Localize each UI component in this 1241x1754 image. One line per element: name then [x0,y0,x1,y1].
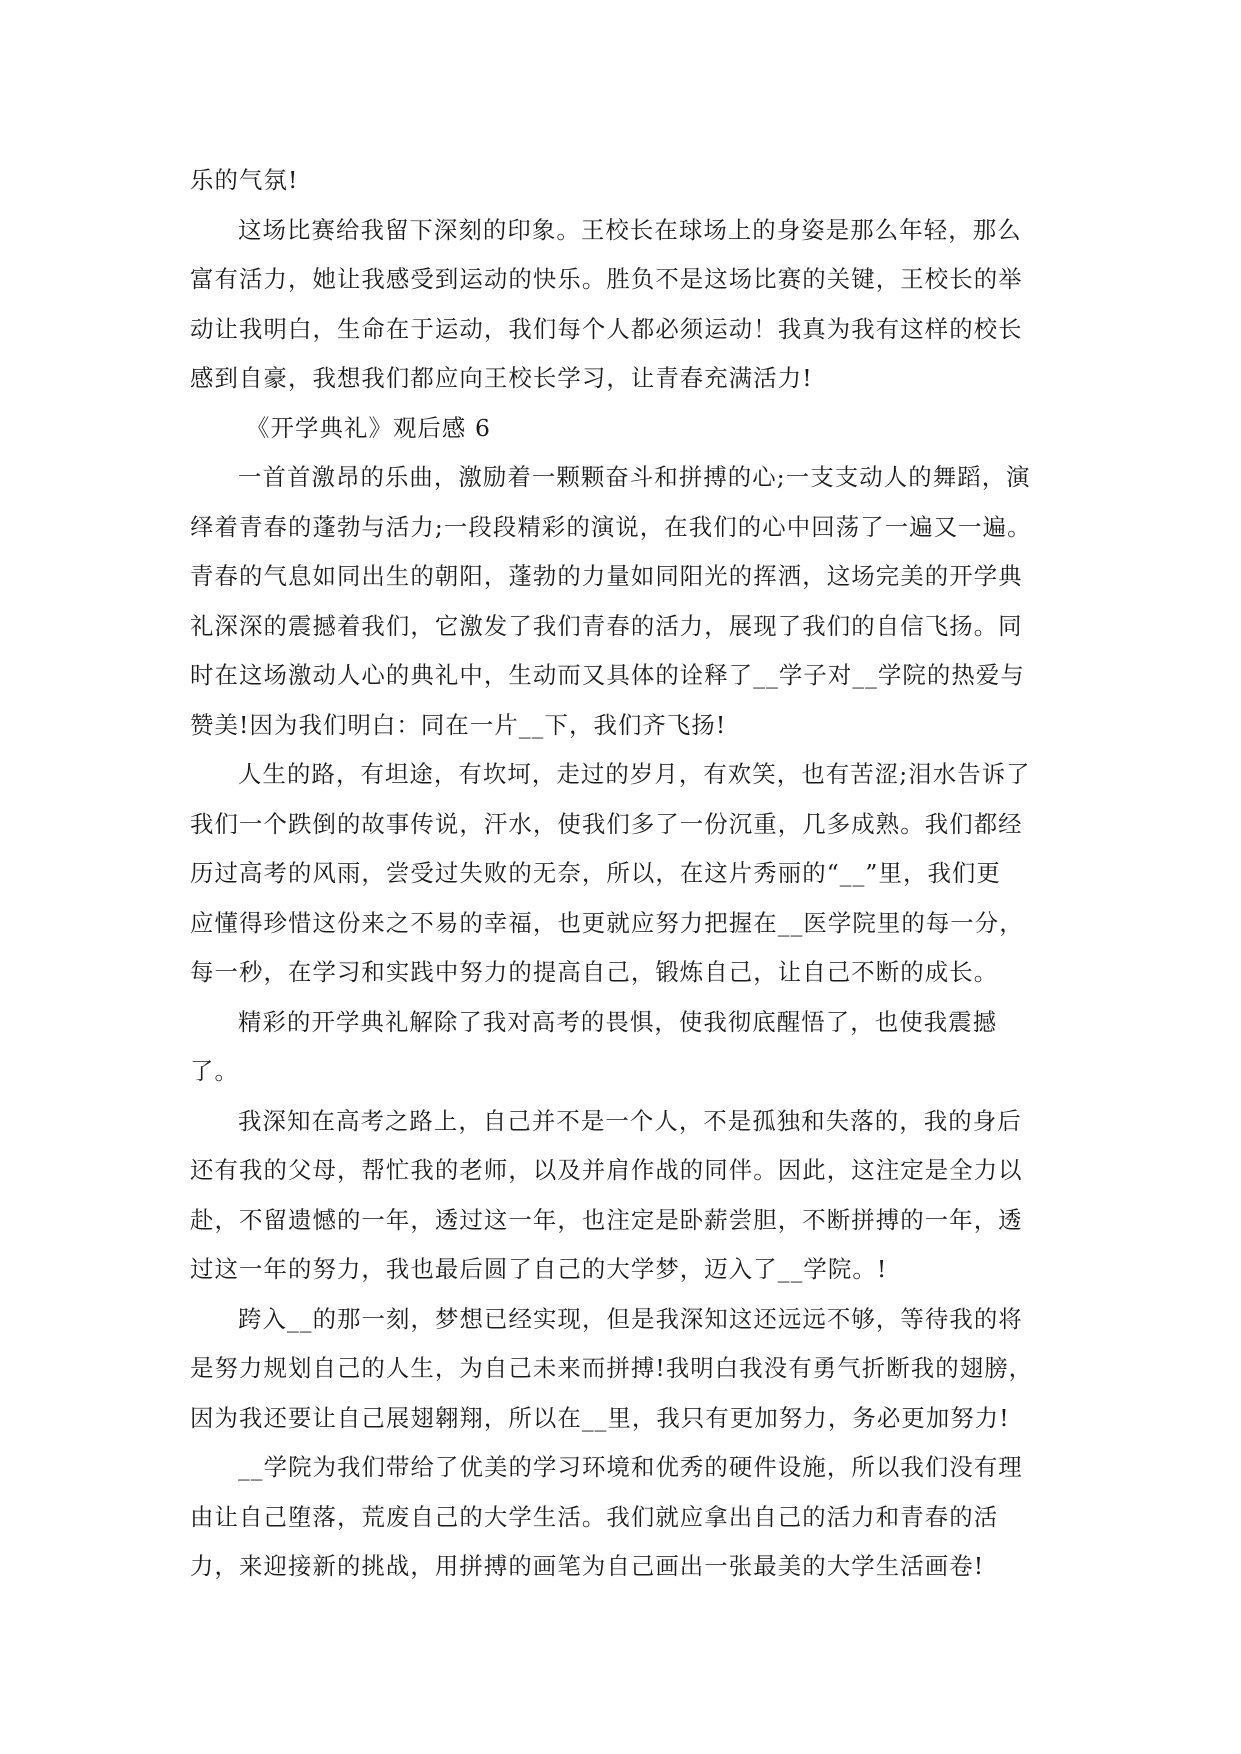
text-line: 精彩的开学典礼解除了我对高考的畏惧，使我彻底醒悟了，也使我震撼 [238,1007,998,1036]
text-line: 人生的路，有坦途，有坎坷，走过的岁月，有欢笑，也有苦涩;泪水告诉了 [238,760,1031,788]
section-title: 《开学典礼》观后感 6 [246,413,491,442]
text-line: 时在这场激动人心的典礼中，生动而又具体的诠释了__学子对__学院的热爱与 [190,661,1025,689]
text-line: 一首首激昂的乐曲，激励着一颗颗奋斗和拼搏的心;一支支动人的舞蹈，演 [238,463,1031,491]
text-line: 了。 [190,1057,239,1085]
text-line: 每一秒，在学习和实践中努力的提高自己，锻炼自己，让自己不断的成长。 [190,958,999,986]
text-line: 礼深深的震撼着我们，它激发了我们青春的活力，展现了我们的自信飞扬。同 [190,611,1023,640]
text-line: 赴，不留遗憾的一年，透过这一年，也注定是卧薪尝胆，不断拼搏的一年，透 [190,1205,1023,1234]
text-line: 过这一年的努力，我也最后圆了自己的大学梦，迈入了__学院。! [190,1255,888,1283]
text-line: 跨入__的那一刻，梦想已经实现，但是我深知这还远远不够，等待我的将 [238,1304,1023,1333]
document-body [190,156,1050,1592]
text-line: 还有我的父母，帮忙我的老师，以及并肩作战的同伴。因此，这注定是全力以 [190,1156,1023,1184]
text-line: 感到自豪，我想我们都应向王校长学习，让青春充满活力! [190,364,813,392]
text-line: 力，来迎接新的挑战，用拼搏的画笔为自己画出一张最美的大学生活画卷! [190,1552,985,1580]
text-line: 乐的气氛! [190,166,299,194]
text-line: 由让自己堕落，荒废自己的大学生活。我们就应拿出自己的活力和青春的活 [190,1502,999,1531]
text-line: 是努力规划自己的人生，为自己未来而拼搏!我明白我没有勇气折断我的翅膀， [190,1354,1034,1382]
text-line: 动让我明白，生命在于运动，我们每个人都必须运动！我真为我有这样的校长 [190,314,1023,343]
text-line: 赞美!因为我们明白：同在一片__下，我们齐飞扬! [190,710,727,739]
text-line: 我深知在高考之路上，自己并不是一个人，不是孤独和失落的，我的身后 [238,1106,1022,1135]
text-line: 应懂得珍惜这份来之不易的幸福，也更就应努力把握在__医学院里的每一分， [190,908,1024,937]
text-line: 富有活力，她让我感受到运动的快乐。胜负不是这场比赛的关键，王校长的举 [190,265,1023,293]
text-line: 这场比赛给我留下深刻的印象。王校长在球场上的身姿是那么年轻，那么 [238,215,1022,244]
text-line: 因为我还要让自己展翅翱翔，所以在__里，我只有更加努力，务必更加努力! [190,1403,1010,1432]
text-line: 我们一个跌倒的故事传说，汗水，使我们多了一份沉重，几多成熟。我们都经 [190,809,1023,838]
text-line: 绎着青春的蓬勃与活力;一段段精彩的演说，在我们的心中回荡了一遍又一遍。 [190,512,1032,541]
text-line: 历过高考的风雨，尝受过失败的无奈，所以，在这片秀丽的“__”里，我们更 [190,859,1001,887]
text-line: 青春的气息如同出生的朝阳，蓬勃的力量如同阳光的挥洒，这场完美的开学典 [190,562,1023,590]
text-line: __学院为我们带给了优美的学习环境和优秀的硬件设施，所以我们没有理 [238,1453,1023,1481]
